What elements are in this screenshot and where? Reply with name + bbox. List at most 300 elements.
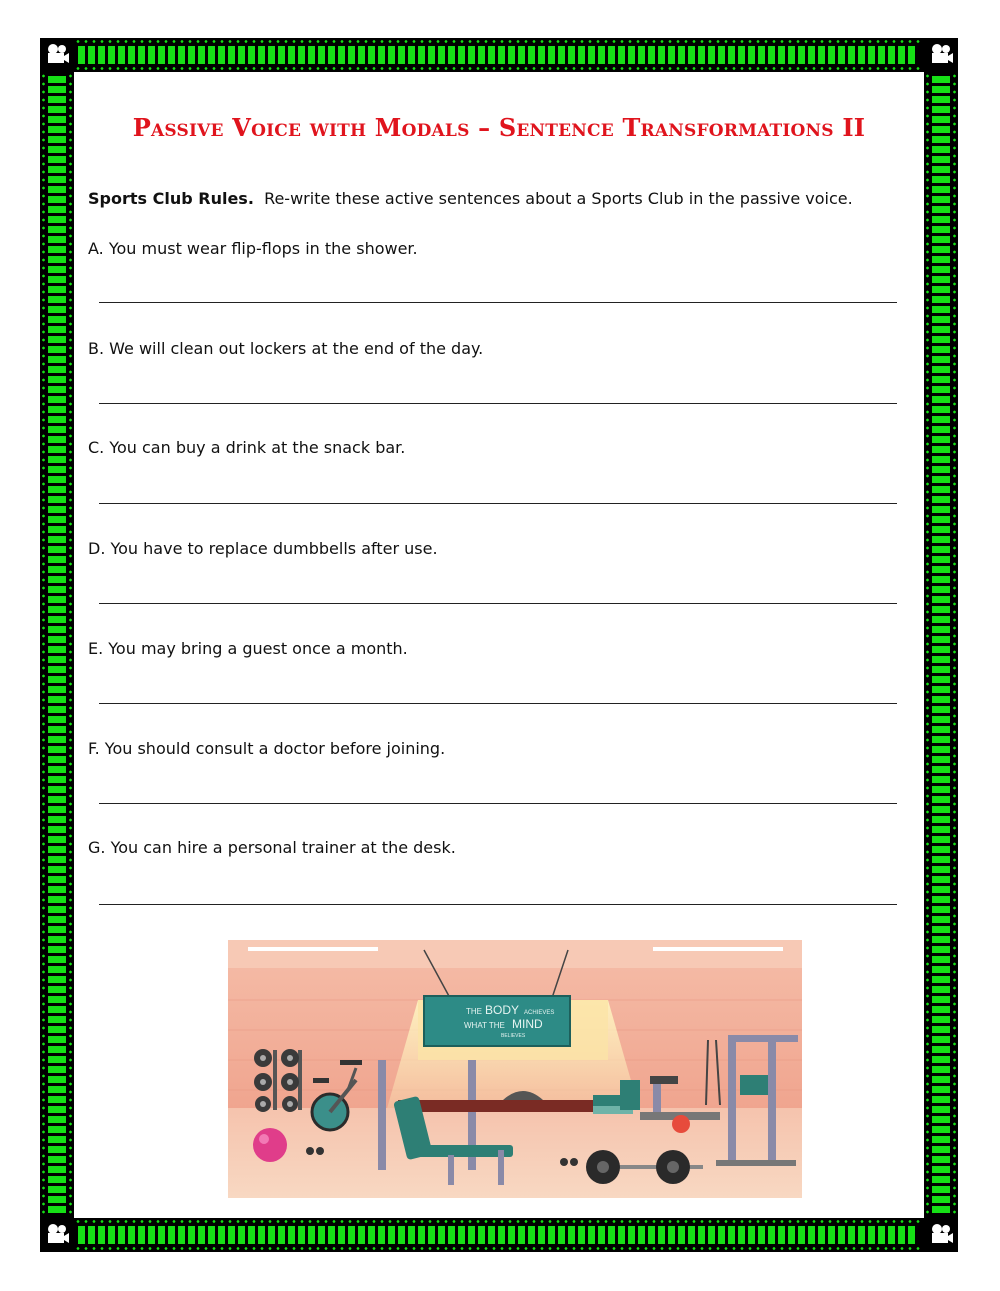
answer-line-f[interactable] <box>99 803 897 804</box>
film-frame <box>88 46 95 64</box>
film-frame <box>48 656 66 663</box>
film-frame <box>48 496 66 503</box>
film-frame <box>48 236 66 243</box>
film-frame <box>48 546 66 553</box>
question-d: D. You have to replace dumbbells after use. <box>88 539 438 558</box>
film-frame <box>932 166 950 173</box>
film-frame <box>218 1226 225 1244</box>
film-frame <box>932 616 950 623</box>
film-frame <box>578 1226 585 1244</box>
film-frame <box>932 786 950 793</box>
answer-line-g[interactable] <box>99 904 897 905</box>
film-frame <box>78 1226 85 1244</box>
film-frame <box>488 46 495 64</box>
film-frame <box>378 46 385 64</box>
film-frame <box>48 156 66 163</box>
film-frame <box>788 46 795 64</box>
film-frame <box>48 436 66 443</box>
film-frame <box>538 1226 545 1244</box>
film-frame <box>708 1226 715 1244</box>
film-frame <box>498 1226 505 1244</box>
question-a: A. You must wear flip-flops in the shower. <box>88 239 418 258</box>
film-frame <box>858 46 865 64</box>
film-frame <box>628 46 635 64</box>
film-frame <box>932 456 950 463</box>
film-frame <box>878 46 885 64</box>
film-frame <box>518 1226 525 1244</box>
film-frame <box>932 656 950 663</box>
film-frame <box>48 286 66 293</box>
film-frame <box>932 126 950 133</box>
film-frame <box>648 1226 655 1244</box>
film-frame <box>932 866 950 873</box>
film-frame <box>428 1226 435 1244</box>
film-frame <box>48 346 66 353</box>
film-frame <box>48 1146 66 1153</box>
film-frame <box>932 346 950 353</box>
film-frame <box>48 596 66 603</box>
film-frame <box>48 136 66 143</box>
film-frame <box>48 986 66 993</box>
film-frame <box>48 796 66 803</box>
instructions <box>88 189 853 208</box>
film-frame <box>528 1226 535 1244</box>
film-frame <box>48 1026 66 1033</box>
film-frame <box>258 46 265 64</box>
film-frame <box>158 46 165 64</box>
film-frame <box>208 46 215 64</box>
film-frame <box>298 46 305 64</box>
film-frame <box>148 1226 155 1244</box>
film-frame <box>878 1226 885 1244</box>
film-frame <box>48 176 66 183</box>
film-frame <box>932 156 950 163</box>
film-frame <box>932 376 950 383</box>
film-frame <box>108 46 115 64</box>
film-frame <box>48 936 66 943</box>
film-frame <box>98 46 105 64</box>
film-frame <box>48 706 66 713</box>
film-frame <box>648 46 655 64</box>
instructions-text: Re-write these active sentences about a Sports Club in the passive voice. <box>264 189 853 208</box>
film-frame <box>932 1196 950 1203</box>
film-frame <box>48 556 66 563</box>
film-frame <box>188 1226 195 1244</box>
film-frame <box>48 266 66 273</box>
film-frame <box>48 916 66 923</box>
film-frame <box>728 1226 735 1244</box>
film-frame <box>932 1206 950 1213</box>
film-frame <box>248 1226 255 1244</box>
film-frame <box>932 326 950 333</box>
film-frame <box>338 1226 345 1244</box>
film-frame <box>448 46 455 64</box>
film-frame <box>278 46 285 64</box>
film-frame <box>932 446 950 453</box>
film-frame <box>668 1226 675 1244</box>
film-frame <box>48 736 66 743</box>
film-frame <box>932 526 950 533</box>
film-frame <box>778 1226 785 1244</box>
film-frame <box>48 306 66 313</box>
film-frame <box>48 516 66 523</box>
film-frame <box>48 676 66 683</box>
film-frame <box>708 46 715 64</box>
film-frame <box>628 1226 635 1244</box>
film-frame <box>328 46 335 64</box>
film-frame <box>932 1106 950 1113</box>
film-frame <box>48 1136 66 1143</box>
film-frame <box>48 926 66 933</box>
film-frame <box>932 386 950 393</box>
film-frame <box>168 46 175 64</box>
film-frame <box>932 196 950 203</box>
film-frame <box>48 876 66 883</box>
film-frame <box>932 1026 950 1033</box>
film-frame <box>48 536 66 543</box>
film-frame <box>48 1166 66 1173</box>
film-frame <box>738 46 745 64</box>
film-frame <box>698 1226 705 1244</box>
film-frame <box>348 46 355 64</box>
film-frame <box>268 46 275 64</box>
film-frame <box>508 46 515 64</box>
film-frame <box>932 1166 950 1173</box>
film-frame <box>932 416 950 423</box>
film-frame <box>932 1036 950 1043</box>
film-frame <box>932 226 950 233</box>
film-frame <box>578 46 585 64</box>
film-frame <box>198 1226 205 1244</box>
film-frame <box>48 996 66 1003</box>
film-frame <box>288 46 295 64</box>
film-frame <box>48 106 66 113</box>
film-frame <box>932 966 950 973</box>
film-frame <box>48 466 66 473</box>
sign-text: MIND <box>512 1017 543 1031</box>
film-frame <box>48 1206 66 1213</box>
film-frame <box>932 776 950 783</box>
film-frame <box>932 626 950 633</box>
film-frame <box>48 336 66 343</box>
film-frame <box>932 1176 950 1183</box>
film-frame <box>48 476 66 483</box>
film-frame <box>98 1226 105 1244</box>
film-frame <box>478 1226 485 1244</box>
film-frame <box>48 396 66 403</box>
film-frame <box>48 1176 66 1183</box>
film-frame <box>932 826 950 833</box>
film-frame <box>458 1226 465 1244</box>
film-frame <box>48 586 66 593</box>
film-frame <box>558 46 565 64</box>
film-frame <box>828 1226 835 1244</box>
film-frame <box>932 396 950 403</box>
film-frame <box>932 886 950 893</box>
film-frame <box>932 286 950 293</box>
film-frame <box>932 436 950 443</box>
film-frame <box>48 826 66 833</box>
film-frame <box>198 46 205 64</box>
film-frame <box>932 136 950 143</box>
film-frame <box>48 126 66 133</box>
film-frame <box>168 1226 175 1244</box>
film-frame <box>932 1056 950 1063</box>
film-frame <box>932 1016 950 1023</box>
film-frame <box>932 1146 950 1153</box>
film-frame <box>48 616 66 623</box>
film-frame <box>48 86 66 93</box>
film-frame <box>468 1226 475 1244</box>
film-frame <box>658 1226 665 1244</box>
film-frame <box>48 366 66 373</box>
film-frame <box>178 46 185 64</box>
film-frame <box>932 606 950 613</box>
film-frame <box>868 46 875 64</box>
film-frame <box>932 766 950 773</box>
sign-text: BODY <box>485 1003 520 1017</box>
film-frame <box>932 516 950 523</box>
film-frame <box>932 486 950 493</box>
film-frame <box>932 896 950 903</box>
film-frame <box>932 1116 950 1123</box>
film-frame <box>48 856 66 863</box>
film-frame <box>48 1076 66 1083</box>
film-frame <box>932 836 950 843</box>
film-frame <box>48 956 66 963</box>
film-frame <box>932 256 950 263</box>
film-frame <box>48 716 66 723</box>
film-frame <box>932 986 950 993</box>
film-frame <box>278 1226 285 1244</box>
film-frame <box>388 1226 395 1244</box>
film-frame <box>638 1226 645 1244</box>
film-frame <box>932 106 950 113</box>
film-frame <box>48 316 66 323</box>
film-frame <box>932 296 950 303</box>
film-frame <box>348 1226 355 1244</box>
film-frame <box>932 996 950 1003</box>
film-frame <box>932 926 950 933</box>
film-frame <box>48 406 66 413</box>
film-frame <box>48 1106 66 1113</box>
film-frame <box>418 1226 425 1244</box>
film-frame <box>932 566 950 573</box>
film-frame <box>932 536 950 543</box>
film-frame <box>48 606 66 613</box>
answer-line-e[interactable] <box>99 703 897 704</box>
film-frame <box>48 1126 66 1133</box>
film-frame <box>932 76 950 83</box>
film-frame <box>932 1066 950 1073</box>
film-frame <box>48 946 66 953</box>
film-frame <box>338 46 345 64</box>
sign-text: BELIEVES <box>501 1033 526 1039</box>
film-frame <box>888 1226 895 1244</box>
film-frame <box>148 46 155 64</box>
film-frame <box>848 1226 855 1244</box>
film-frame <box>388 46 395 64</box>
film-frame <box>838 1226 845 1244</box>
film-frame <box>588 46 595 64</box>
film-frame <box>138 1226 145 1244</box>
film-frame <box>932 686 950 693</box>
film-frame <box>48 766 66 773</box>
film-frame <box>568 1226 575 1244</box>
film-frame <box>48 1196 66 1203</box>
film-frame <box>218 46 225 64</box>
film-frame <box>688 46 695 64</box>
film-frame <box>548 1226 555 1244</box>
film-frame <box>458 46 465 64</box>
film-frame <box>548 46 555 64</box>
film-frame <box>408 1226 415 1244</box>
film-frame <box>328 1226 335 1244</box>
film-frame <box>48 806 66 813</box>
film-frame <box>228 1226 235 1244</box>
film-frame <box>48 226 66 233</box>
question-g: G. You can hire a personal trainer at the desk. <box>88 838 456 857</box>
film-frame <box>138 46 145 64</box>
film-frame <box>48 1186 66 1193</box>
film-frame <box>408 46 415 64</box>
film-frame <box>818 46 825 64</box>
film-frame <box>608 46 615 64</box>
film-frame <box>908 1226 915 1244</box>
film-frame <box>738 1226 745 1244</box>
film-frame <box>932 1076 950 1083</box>
film-frame <box>728 46 735 64</box>
film-frame <box>748 46 755 64</box>
film-frame <box>828 46 835 64</box>
film-frame <box>798 46 805 64</box>
film-frame <box>932 576 950 583</box>
film-frame <box>48 1036 66 1043</box>
film-frame <box>488 1226 495 1244</box>
film-frame <box>932 976 950 983</box>
film-frame <box>48 666 66 673</box>
film-frame <box>48 626 66 633</box>
film-frame <box>932 476 950 483</box>
film-frame <box>598 1226 605 1244</box>
film-frame <box>48 636 66 643</box>
film-frame <box>118 1226 125 1244</box>
film-frame <box>932 1136 950 1143</box>
film-frame <box>748 1226 755 1244</box>
film-frame <box>318 1226 325 1244</box>
film-frame <box>932 736 950 743</box>
film-frame <box>418 46 425 64</box>
film-frame <box>368 1226 375 1244</box>
film-frame <box>48 76 66 83</box>
film-frame <box>932 646 950 653</box>
film-frame <box>932 676 950 683</box>
film-frame <box>932 186 950 193</box>
film-frame <box>808 46 815 64</box>
film-frame <box>48 846 66 853</box>
film-frame <box>932 716 950 723</box>
film-frame <box>932 586 950 593</box>
film-frame <box>368 46 375 64</box>
film-frame <box>48 246 66 253</box>
film-frame <box>518 46 525 64</box>
film-frame <box>178 1226 185 1244</box>
answer-line-d[interactable] <box>99 603 897 604</box>
question-c: C. You can buy a drink at the snack bar. <box>88 438 406 457</box>
film-frame <box>48 1046 66 1053</box>
film-frame <box>932 556 950 563</box>
film-frame <box>298 1226 305 1244</box>
film-frame <box>498 46 505 64</box>
film-frame <box>48 746 66 753</box>
film-frame <box>48 386 66 393</box>
film-frame <box>268 1226 275 1244</box>
film-frame <box>668 46 675 64</box>
film-frame <box>932 936 950 943</box>
film-frame <box>718 46 725 64</box>
film-frame <box>48 1086 66 1093</box>
film-frame <box>108 1226 115 1244</box>
film-frame <box>48 566 66 573</box>
film-frame <box>888 46 895 64</box>
film-frame <box>618 46 625 64</box>
film-frame <box>908 46 915 64</box>
instructions-label: Sports Club Rules. <box>88 189 254 208</box>
film-frame <box>932 466 950 473</box>
question-f: F. You should consult a doctor before joining. <box>88 739 446 758</box>
film-frame <box>48 116 66 123</box>
film-frame <box>932 496 950 503</box>
film-frame <box>932 696 950 703</box>
film-frame <box>48 836 66 843</box>
film-frame <box>932 236 950 243</box>
film-frame <box>538 46 545 64</box>
film-frame <box>48 326 66 333</box>
film-frame <box>48 426 66 433</box>
film-frame <box>48 356 66 363</box>
film-frame <box>48 416 66 423</box>
film-frame <box>638 46 645 64</box>
camera-icon <box>924 1218 958 1252</box>
film-frame <box>48 446 66 453</box>
film-frame <box>48 486 66 493</box>
film-frame <box>758 46 765 64</box>
film-frame <box>932 276 950 283</box>
film-frame <box>48 526 66 533</box>
film-frame <box>932 726 950 733</box>
film-frame <box>932 86 950 93</box>
answer-line-c[interactable] <box>99 503 897 504</box>
film-frame <box>932 1096 950 1103</box>
film-frame <box>932 96 950 103</box>
film-frame <box>468 46 475 64</box>
film-frame <box>48 816 66 823</box>
film-frame <box>932 336 950 343</box>
film-frame <box>718 1226 725 1244</box>
film-frame <box>932 406 950 413</box>
film-frame <box>48 966 66 973</box>
film-frame <box>932 306 950 313</box>
film-frame <box>88 1226 95 1244</box>
film-frame <box>48 906 66 913</box>
answer-line-b[interactable] <box>99 403 897 404</box>
film-frame <box>932 956 950 963</box>
film-frame <box>932 266 950 273</box>
film-frame <box>932 1086 950 1093</box>
film-frame <box>48 256 66 263</box>
film-frame <box>932 366 950 373</box>
answer-line-a[interactable] <box>99 302 897 303</box>
